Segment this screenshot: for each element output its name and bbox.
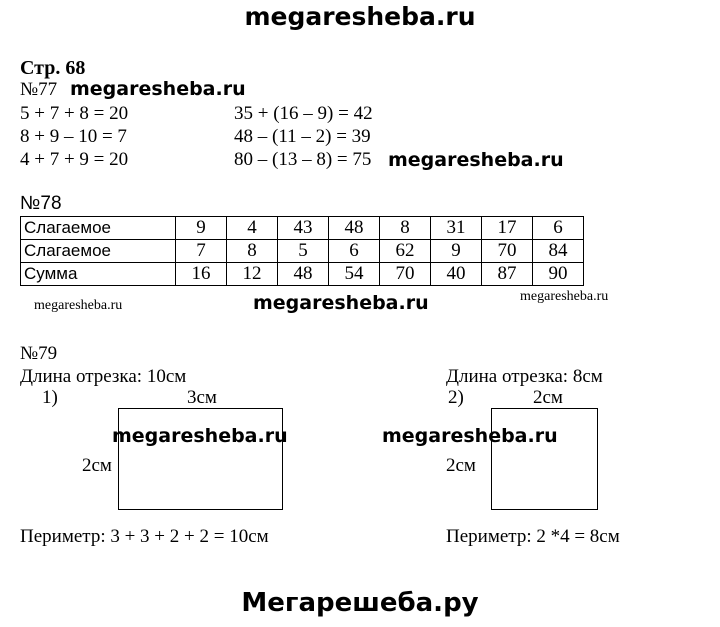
bottom-watermark[interactable]: Мегарешеба.ру [241,588,479,618]
table-cell: 5 [278,240,329,263]
table-row-label: Слагаемое [21,217,176,240]
task-77-right-line-2: 48 – (11 – 2) = 39 [234,126,371,147]
table-cell: 84 [533,240,584,263]
watermark-mid-center: megaresheba.ru [253,292,429,314]
task-77-right-line-3: 80 – (13 – 8) = 75 [234,149,372,170]
table-cell: 8 [380,217,431,240]
addition-table [20,216,584,286]
table-cell: 6 [533,217,584,240]
table-cell: 87 [482,263,533,286]
table-cell: 8 [227,240,278,263]
table-cell: 54 [329,263,380,286]
watermark-small-left: megaresheba.ru [34,298,123,313]
table-row-label: Слагаемое [21,240,176,263]
table-cell: 6 [329,240,380,263]
table-cell: 9 [431,240,482,263]
top-watermark[interactable]: megaresheba.ru [244,2,476,31]
table-row [21,263,584,286]
right-left-side-label: 2см [446,455,476,476]
page-reference: Стр. 68 [20,57,86,79]
left-perimeter: Периметр: 3 + 3 + 2 + 2 = 10см [20,526,269,547]
watermark-figure-right: megaresheba.ru [382,425,558,447]
task-77-left-line-2: 8 + 9 – 10 = 7 [20,126,127,147]
right-perimeter: Периметр: 2 *4 = 8см [446,526,620,547]
table-cell: 48 [278,263,329,286]
table-cell: 31 [431,217,482,240]
table-row-label: Сумма [21,263,176,286]
task-79-number: №79 [20,343,58,364]
left-left-side-label: 2см [82,455,112,476]
table-cell: 12 [227,263,278,286]
table-cell: 9 [176,217,227,240]
task-77-right-line-1: 35 + (16 – 9) = 42 [234,103,373,124]
table-cell: 62 [380,240,431,263]
watermark-small-right: megaresheba.ru [520,289,609,304]
table-cell: 4 [227,217,278,240]
table-cell: 90 [533,263,584,286]
left-length-text: Длина отрезка: 10см [20,366,187,387]
table-cell: 17 [482,217,533,240]
task-77-left-line-3: 4 + 7 + 9 = 20 [20,149,129,170]
watermark-inline-77: megaresheba.ru [70,78,246,100]
table-row [21,217,584,240]
left-rectangle [118,408,283,510]
table-row [21,240,584,263]
task-77-left-line-1: 5 + 7 + 8 = 20 [20,103,129,124]
right-length-text: Длина отрезка: 8см [446,366,603,387]
table-cell: 70 [380,263,431,286]
table-cell: 40 [431,263,482,286]
right-top-side-label: 2см [533,387,563,408]
watermark-inline-right: megaresheba.ru [388,149,564,171]
right-figure-index: 2) [448,387,464,408]
right-square [491,408,598,510]
table-cell: 16 [176,263,227,286]
left-top-side-label: 3см [187,387,217,408]
table-cell: 43 [278,217,329,240]
table-cell: 48 [329,217,380,240]
left-figure-index: 1) [42,387,58,408]
task-77-number: №77 [20,79,58,100]
task-78-number: №78 [20,193,62,214]
table-cell: 70 [482,240,533,263]
watermark-figure-left: megaresheba.ru [112,425,288,447]
table-cell: 7 [176,240,227,263]
